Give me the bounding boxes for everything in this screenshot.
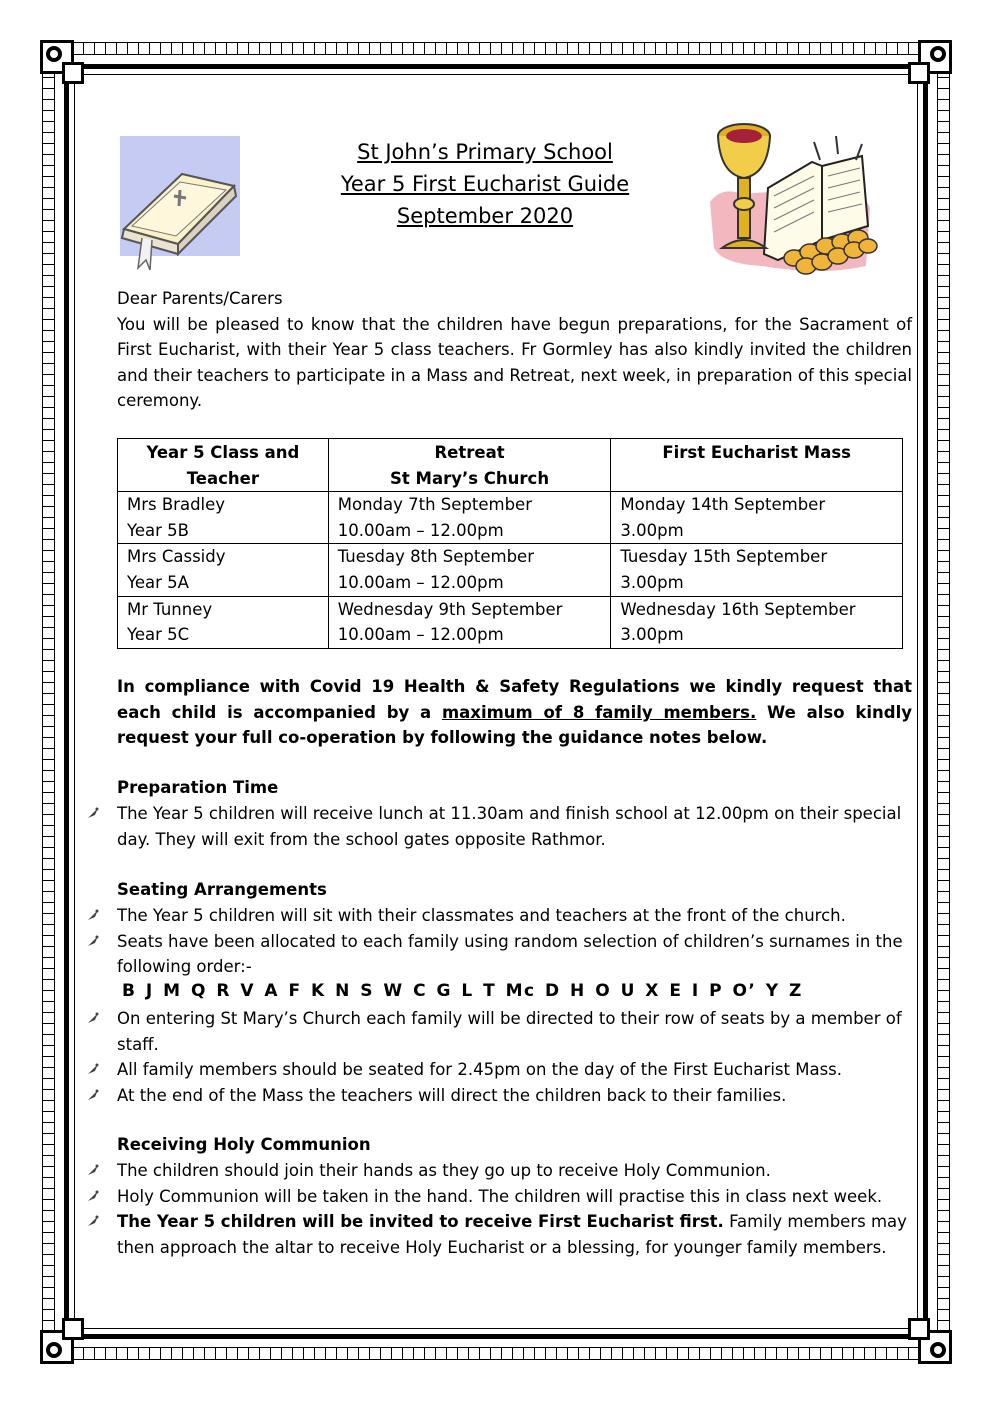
salutation: Dear Parents/Carers xyxy=(117,289,283,308)
list-item: On entering St Mary’s Church each family will be directed to their row of seats by a member of staff. xyxy=(86,1006,912,1057)
list-item: The Year 5 children will receive lunch at 11.30am and finish school at 12.00pm on their special day. They will exit from the school gates opposite Rathmor. xyxy=(86,801,912,852)
column-header: First Eucharist Mass xyxy=(611,439,903,492)
communion-list xyxy=(86,1158,912,1260)
star-bullet-icon xyxy=(86,806,100,820)
bible-icon xyxy=(112,134,242,274)
mass-cell: Monday 14th September 3.00pm xyxy=(611,492,903,544)
seating-list-continued xyxy=(86,1006,912,1108)
schedule-table xyxy=(117,438,903,649)
retreat-cell: Tuesday 8th September 10.00am – 12.00pm xyxy=(328,544,611,596)
star-bullet-icon xyxy=(86,1062,100,1076)
column-header: Year 5 Class and Teacher xyxy=(118,439,329,492)
star-bullet-icon xyxy=(86,1088,100,1102)
seating-heading: Seating Arrangements xyxy=(117,880,327,899)
table-header-row xyxy=(118,439,903,492)
teacher-cell: Mrs Cassidy Year 5A xyxy=(118,544,329,596)
column-header: Retreat St Mary’s Church xyxy=(328,439,611,492)
star-bullet-icon xyxy=(86,1163,100,1177)
list-item: The children should join their hands as they go up to receive Holy Communion. xyxy=(86,1158,912,1184)
list-item: The Year 5 children will sit with their classmates and teachers at the front of the church. xyxy=(86,903,912,929)
list-item: Holy Communion will be taken in the hand. The children will practise this in class next week. xyxy=(86,1184,912,1210)
intro xyxy=(117,286,912,414)
star-bullet-icon xyxy=(86,1189,100,1203)
list-item: All family members should be seated for 2.45pm on the day of the First Eucharist Mass. xyxy=(86,1057,912,1083)
communion-heading: Receiving Holy Communion xyxy=(117,1135,371,1154)
intro-paragraph: You will be pleased to know that the children have begun preparations, for the Sacrament of First Eucharist, with their Year 5 class teachers. Fr Gormley has also kindly invited the children and their teachers to participate in a Mass and Retreat, next week, in preparation of this special ceremony. xyxy=(117,314,912,411)
school-name: St John’s Primary School xyxy=(357,140,613,164)
retreat-cell: Wednesday 9th September 10.00am – 12.00pm xyxy=(328,596,611,648)
star-bullet-icon xyxy=(86,1214,100,1228)
guide-title: Year 5 First Eucharist Guide xyxy=(340,172,630,196)
table-row xyxy=(118,492,903,544)
teacher-cell: Mr Tunney Year 5C xyxy=(118,596,329,648)
list-item: At the end of the Mass the teachers will direct the children back to their families. xyxy=(86,1083,912,1109)
table-row xyxy=(118,596,903,648)
chalice-book-bread-icon xyxy=(702,116,882,281)
star-bullet-icon xyxy=(86,908,100,922)
star-bullet-icon xyxy=(86,1011,100,1025)
mass-cell: Tuesday 15th September 3.00pm xyxy=(611,544,903,596)
preparation-heading: Preparation Time xyxy=(117,778,279,797)
retreat-cell: Monday 7th September 10.00am – 12.00pm xyxy=(328,492,611,544)
star-bullet-icon xyxy=(86,934,100,948)
seating-list xyxy=(86,903,912,980)
guide-date: September 2020 xyxy=(396,204,574,228)
table-row xyxy=(118,544,903,596)
covid-notice: In compliance with Covid 19 Health & Safety Regulations we kindly request that each child is accompanied by a maximum of 8 family members. We also kindly request your full co-operation by following the guidance notes below. xyxy=(117,677,912,748)
surname-order: B J M Q R V A F K N S W C G L T Mc D H O U X E I P O’ Y Z xyxy=(122,981,803,1001)
list-item: Seats have been allocated to each family using random selection of children’s surnames in the following order:- xyxy=(86,929,912,980)
mass-cell: Wednesday 16th September 3.00pm xyxy=(611,596,903,648)
title-block xyxy=(280,136,690,232)
family-limit: maximum of 8 family members. xyxy=(441,702,757,722)
preparation-list xyxy=(86,801,912,852)
teacher-cell: Mrs Bradley Year 5B xyxy=(118,492,329,544)
list-item: The Year 5 children will be invited to receive First Eucharist first. Family members may then approach the altar to receive Holy Eucharist or a blessing, for younger family members. xyxy=(86,1209,912,1260)
